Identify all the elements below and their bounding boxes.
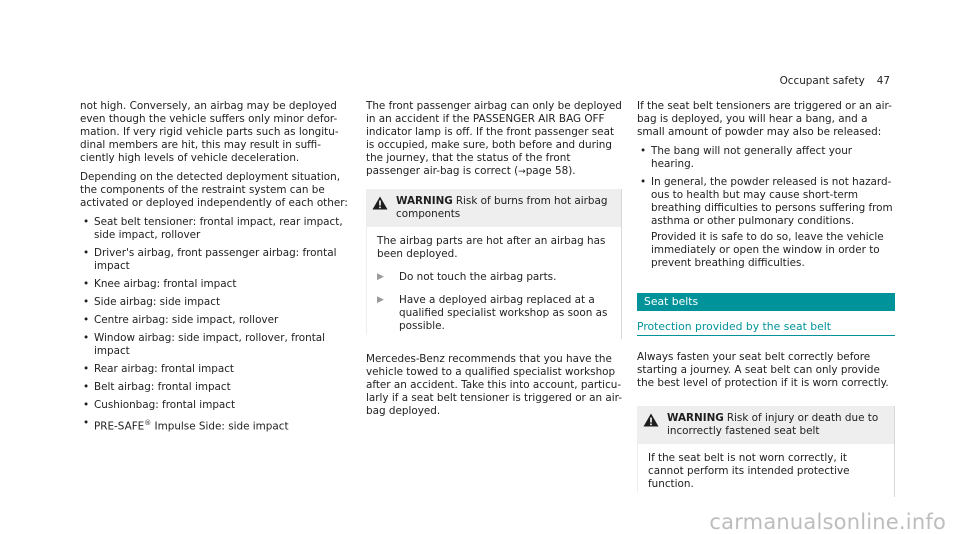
warning-body — [366, 227, 621, 335]
paragraph-text: ). — [568, 165, 576, 177]
page-reference-link[interactable]: page 58 — [525, 165, 569, 177]
column-3 — [637, 100, 895, 511]
paragraph: If the seat belt tensioners are triggered or an air-bag is deployed, you will hear a bang, and a small amount of powder may also be released: — [637, 100, 892, 138]
paragraph-text: The front passenger airbag can only be deployed in an accident if the PASSENGER AIR BAG OFF indicator lamp is off. If the front passenger seat is occupied, make sure, both before and during the journey, that the status of the front passenger air-bag is correct ( — [366, 100, 622, 177]
paragraph: Mercedes-Benz recommends that you have the vehicle towed to a qualified specialist workshop after an accident. Take this into account, particu-larly if a seat belt tensioner is triggered or an air-bag deployed. — [366, 353, 623, 417]
section-name: Occupant safety — [779, 75, 865, 87]
subsection-heading: Protection provided by the seat belt — [637, 320, 895, 336]
warning-triangle-icon — [643, 413, 659, 427]
list-item: • Side airbag: side impact — [80, 296, 348, 309]
warning-title — [396, 195, 613, 221]
warning-title-text: Risk of injury or death due to incorrectly fastened seat belt — [667, 412, 879, 437]
list-item — [80, 417, 348, 433]
list-item: • Seat belt tensioner: frontal impact, rear impact, side impact, rollover — [80, 216, 348, 242]
pre-safe-suffix: Impulse Side: side impact — [151, 420, 289, 433]
section-heading: Seat belts — [637, 293, 895, 311]
step-text: Do not touch the airbag parts. — [399, 271, 557, 283]
pre-safe-label: PRE-SAFE — [94, 420, 145, 433]
registered-mark: ® — [144, 419, 152, 427]
column-1 — [80, 100, 348, 438]
list-item: • Cushionbag: frontal impact — [80, 399, 348, 412]
warning-text: If the seat belt is not worn correctly, it cannot perform its intended protective function. — [648, 452, 850, 490]
warning-text: The airbag parts are hot after an airbag has been deployed. — [377, 235, 606, 260]
warning-title-text: Risk of burns from hot airbag components — [396, 195, 608, 220]
paragraph: not high. Conversely, an airbag may be deployed even though the vehicle suffers only minor defor-mation. If very rigid vehicle parts such as longitu-dinal members are hit, this may result in suffi-ciently high levels of vehicle deceleration. — [80, 100, 339, 164]
list-item: • Belt airbag: frontal impact — [80, 381, 348, 394]
warning-box — [637, 406, 895, 497]
list-item: • Driver's airbag, front passenger airbag: frontal impact — [80, 247, 348, 273]
arrow-icon: → — [518, 167, 526, 177]
list-item: • The bang will not generally affect your hearing. — [637, 145, 895, 171]
instruction-step — [377, 294, 611, 333]
instruction-step — [377, 271, 611, 284]
play-arrow-icon: ▶ — [377, 272, 384, 282]
paragraph: Always fasten your seat belt correctly before starting a journey. A seat belt can only provide the best level of protection if it is worn correctly. — [637, 351, 889, 389]
warning-box — [366, 189, 622, 339]
running-header — [780, 75, 890, 88]
list-item: • Knee airbag: frontal impact — [80, 278, 348, 291]
warning-body — [637, 444, 894, 493]
indented-paragraph: Provided it is safe to do so, leave the vehicle immediately or open the window in order to prevent breathing difficulties. — [651, 231, 884, 269]
watermark: carmanualsonline.info — [709, 510, 946, 534]
deployment-list — [80, 216, 348, 433]
warning-label: WARNING — [396, 195, 453, 207]
list-item: • Centre airbag: side impact, rollover — [80, 314, 348, 327]
paragraph — [366, 100, 622, 179]
list-item: • In general, the powder released is not hazard-ous to health but may cause short-term breathing difficulties to persons suffering from asthma or other pulmonary conditions. — [637, 176, 895, 228]
list-item: • Rear airbag: frontal impact — [80, 363, 348, 376]
warning-title — [667, 412, 886, 438]
warning-header — [637, 406, 894, 444]
paragraph: Depending on the detected deployment situation, the components of the restraint system can be activated or deployed independently of each other: — [80, 171, 348, 209]
warning-triangle-icon — [372, 196, 388, 210]
page-number: 47 — [876, 75, 890, 87]
step-text: Have a deployed airbag replaced at a qualified specialist workshop as soon as possible. — [399, 294, 608, 332]
play-arrow-icon: ▶ — [377, 295, 384, 305]
warning-header — [366, 189, 621, 227]
effects-list — [637, 145, 895, 228]
list-item: • Window airbag: side impact, rollover, frontal impact — [80, 332, 348, 358]
warning-label: WARNING — [667, 412, 724, 424]
column-2 — [366, 100, 622, 424]
